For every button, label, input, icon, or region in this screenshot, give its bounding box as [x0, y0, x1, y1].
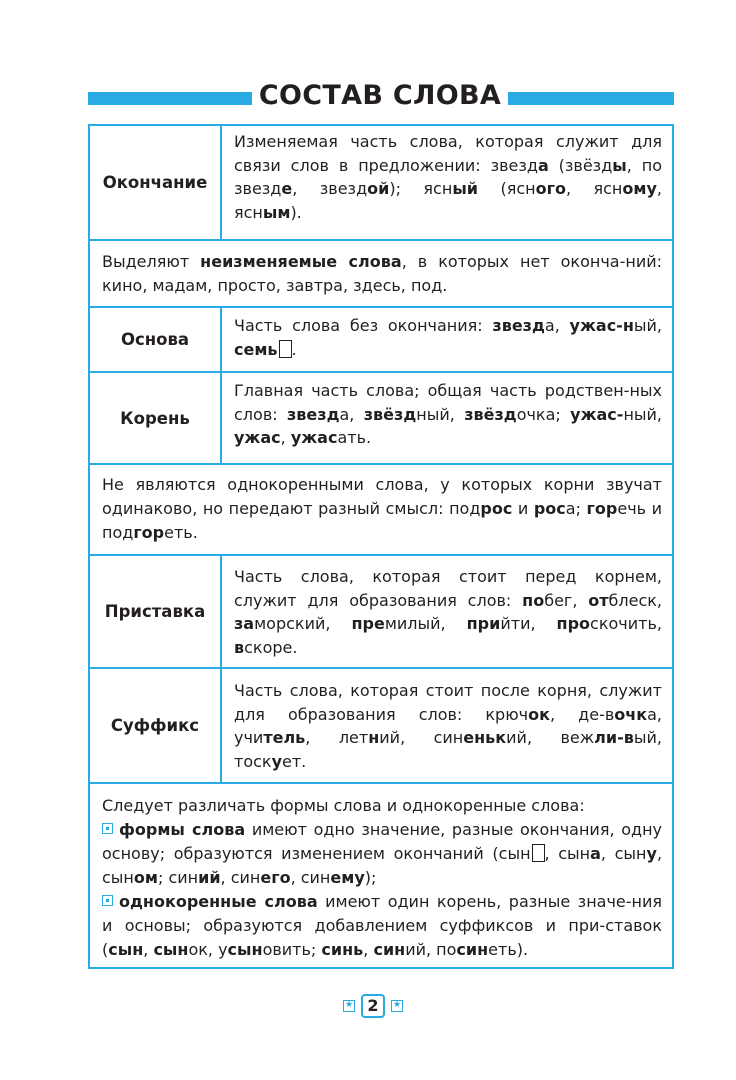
row-description: Главная часть слова; общая часть родствен-ных слов: звезда, звёздный, звёздочка; ужас-ный, ужас, ужасать. — [234, 381, 663, 447]
row-ending — [90, 126, 672, 241]
star-icon: ★ — [392, 1000, 402, 1010]
row-note-unchangeable — [90, 241, 672, 308]
page-number-footer — [343, 993, 423, 1019]
row-label: Приставка — [90, 556, 222, 667]
word-structure-table — [88, 124, 674, 969]
row-label: Окончание — [90, 126, 222, 239]
row-root — [90, 373, 672, 465]
zero-ending-box — [532, 844, 545, 862]
row-note-homonym-roots — [90, 465, 672, 556]
row-suffix — [90, 669, 672, 784]
row-description: Часть слова, которая стоит после корня, служит для образования слов: крючок, де-вочка, учитель, летний, синенький, вежли-вый, тоскует. — [234, 681, 662, 771]
note-text: Выделяют неизменяемые слова, в которых нет оконча-ний: кино, мадам, просто, завтра, здесь, под. — [102, 252, 663, 295]
title-decoration-left — [88, 92, 252, 105]
row-description: Изменяемая часть слова, которая служит для связи слов в предложении: звезда (звёзды, по звезде, звездой); ясный (ясного, ясному, ясным). — [234, 132, 662, 222]
title-decoration-right — [508, 92, 674, 105]
row-label: Суффикс — [90, 669, 222, 782]
note-intro: Следует различать формы слова и однокоренные слова: — [102, 796, 585, 815]
row-stem — [90, 308, 672, 373]
note-block — [90, 784, 672, 967]
bullet-word-forms: формы слова имеют одно значение, разные окончания, одну основу; образуются изменением окончаний (сын , сына, сыну, сыном; синий, синего, синему); — [102, 820, 663, 887]
page-header — [0, 76, 736, 116]
page-title: СОСТАВ СЛОВА — [258, 80, 502, 111]
zero-ending-box — [279, 340, 292, 358]
row-label: Корень — [90, 373, 222, 463]
row-description: Часть слова без окончания: звезда, ужас-ный, семь . — [234, 316, 662, 359]
star-icon: ★ — [344, 1000, 354, 1010]
bullet-square-icon — [102, 823, 113, 834]
note-text: Не являются однокоренными слова, у которых корни звучат одинаково, но передают разный смысл: подрос и роса; горечь и подгореть. — [102, 475, 663, 542]
bullet-square-icon — [102, 895, 113, 906]
page-number[interactable]: 2 — [361, 994, 385, 1018]
row-label: Основа — [90, 308, 222, 371]
row-note-forms-vs-cognates — [90, 784, 672, 967]
row-prefix — [90, 556, 672, 669]
bullet-cognate-words: однокоренные слова имеют один корень, разные значе-ния и основы; образуются добавлением суффиксов и при-ставок (сын, сынок, усыновить; синь, синий, посинеть). — [102, 892, 663, 959]
row-description: Часть слова, которая стоит перед корнем, служит для образования слов: побег, отблеск, заморский, премилый, прийти, проскочить, вскоре. — [234, 567, 662, 657]
